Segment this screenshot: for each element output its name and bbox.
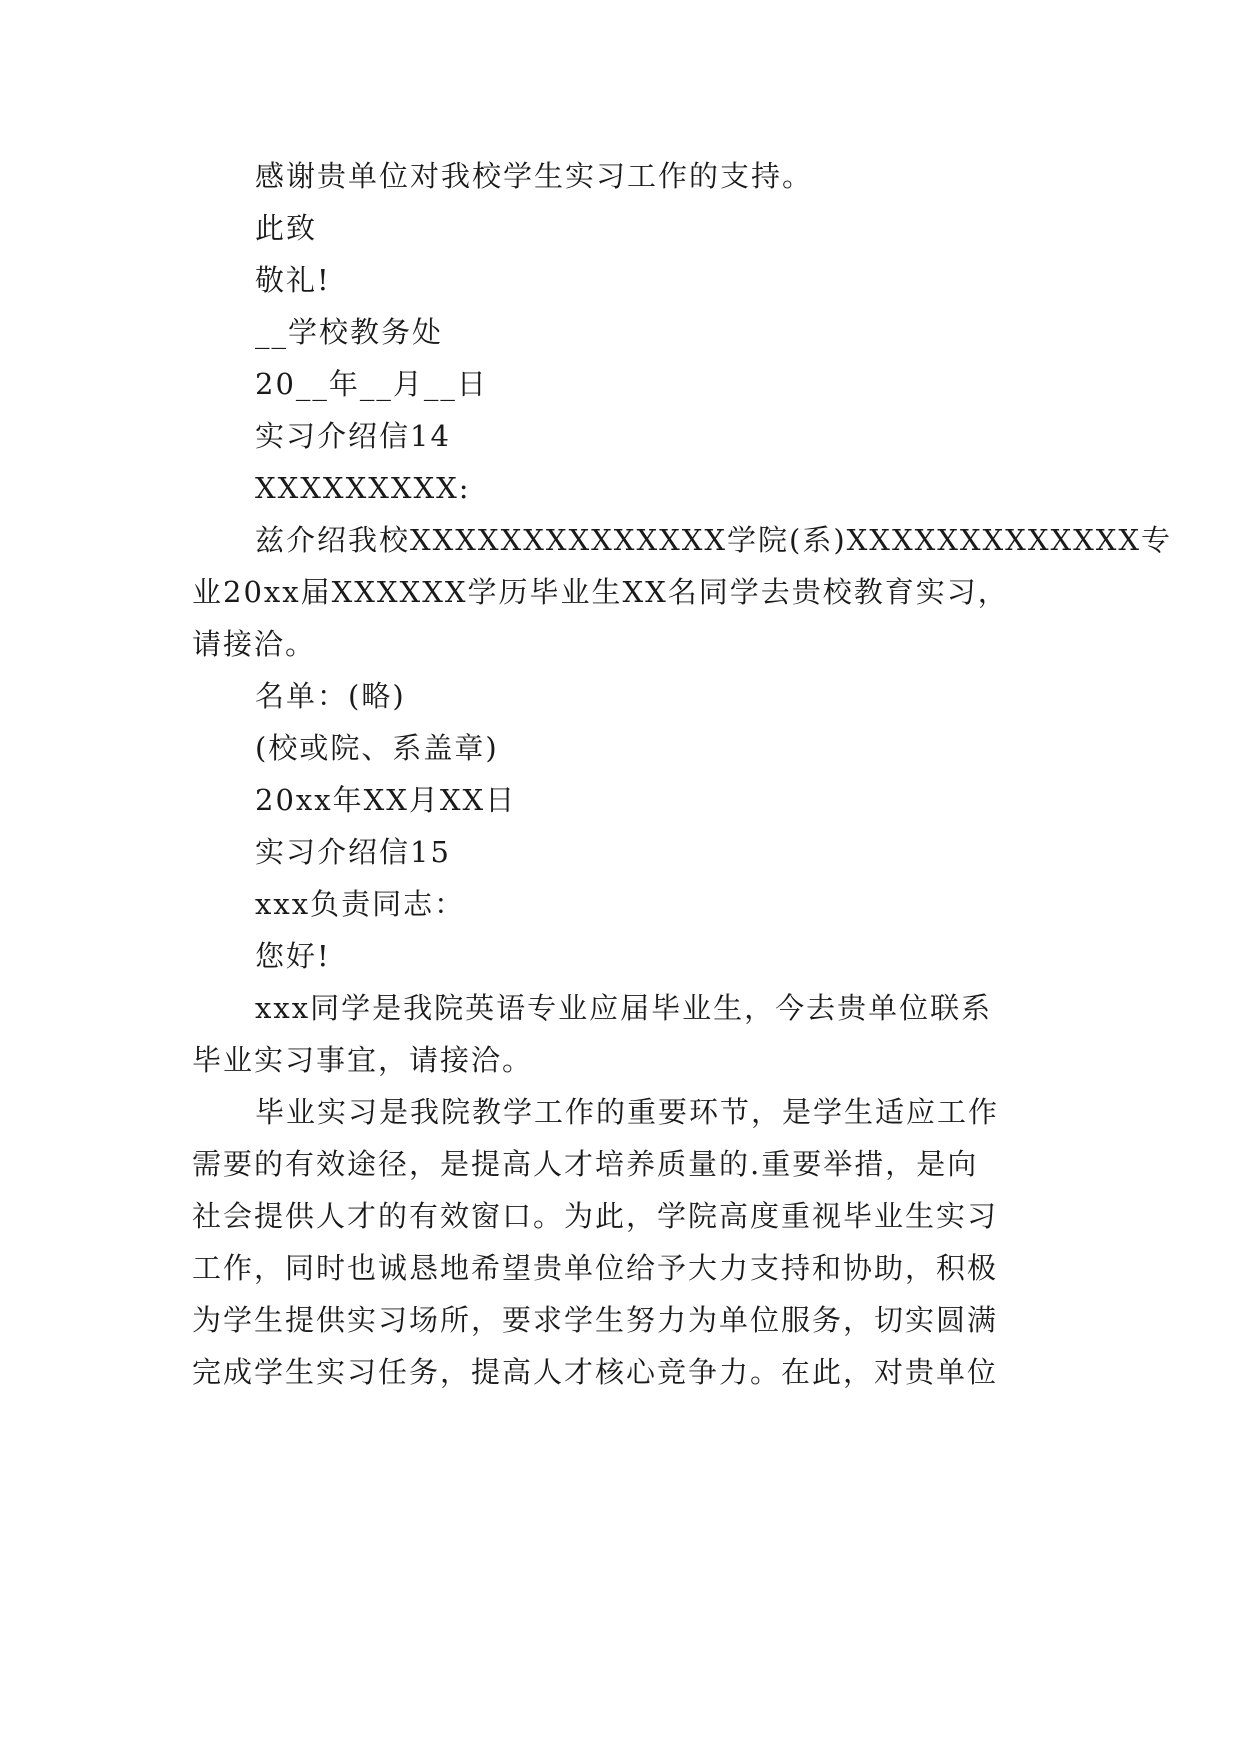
text-line: 此致 (255, 211, 318, 245)
text-line: 感谢贵单位对我校学生实习工作的支持。 (255, 159, 814, 193)
text-line: 名单：(略) (255, 679, 406, 713)
text-line: 业20xx届XXXXXX学历毕业生XX名同学去贵校教育实习， (192, 575, 1009, 609)
text-line: (校或院、系盖章) (255, 731, 499, 765)
text-line: 毕业实习事宜，请接洽。 (192, 1043, 534, 1077)
text-line: 完成学生实习任务，提高人才核心竞争力。在此，对贵单位 (192, 1355, 999, 1389)
text-line: 实习介绍信15 (255, 835, 451, 869)
text-line: 兹介绍我校XXXXXXXXXXXXXX学院(系)XXXXXXXXXXXXX专 (255, 523, 1173, 557)
text-line: 请接洽。 (192, 627, 317, 661)
text-line: __学校教务处 (255, 315, 444, 349)
text-line: 敬礼! (255, 263, 331, 297)
text-line: 为学生提供实习场所，要求学生努力为单位服务，切实圆满 (192, 1303, 999, 1337)
text-line: 需要的有效途径，是提高人才培养质量的.重要举措，是向 (192, 1147, 979, 1181)
text-line: 20__年__月__日 (255, 367, 488, 401)
text-line: 20xx年XX月XX日 (255, 783, 517, 817)
text-line: 社会提供人才的有效窗口。为此，学院高度重视毕业生实习 (192, 1199, 999, 1233)
text-line: XXXXXXXXX: (255, 471, 471, 505)
text-line: 实习介绍信14 (255, 419, 451, 453)
text-line: 毕业实习是我院教学工作的重要环节，是学生适应工作 (255, 1095, 1000, 1129)
text-line: 工作，同时也诚恳地希望贵单位给予大力支持和协助，积极 (192, 1251, 999, 1285)
text-line: xxx同学是我院英语专业应届毕业生，今去贵单位联系 (255, 991, 993, 1025)
text-line: 您好! (255, 939, 331, 973)
text-line: xxx负责同志： (255, 887, 466, 921)
